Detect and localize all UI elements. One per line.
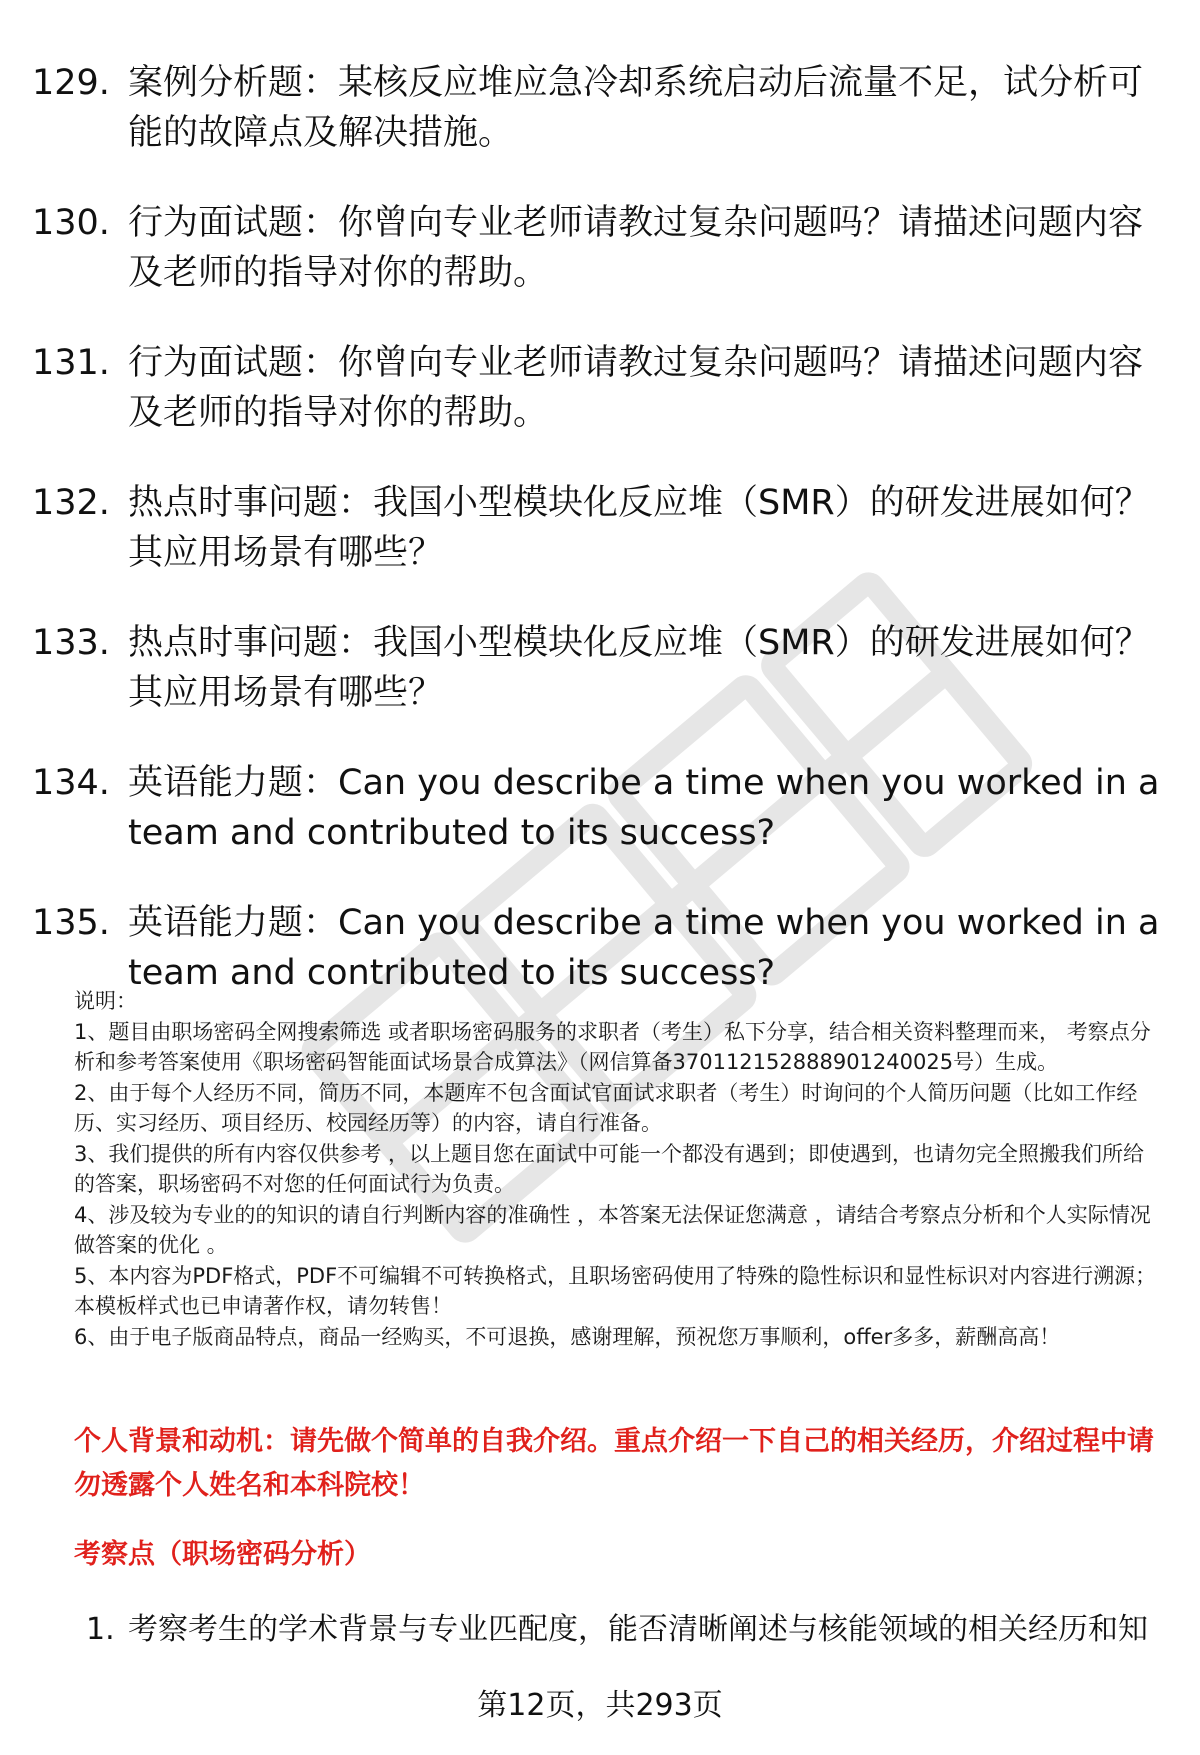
question-item — [32, 758, 1162, 858]
question-item — [32, 198, 1162, 298]
question-text: 行为面试题：你曾向专业老师请教过复杂问题吗？请描述问题内容及老师的指导对你的帮助。 — [128, 343, 1144, 433]
question-text: 英语能力题：Can you describe a time when you worked in a team and contributed to its success? — [128, 763, 1160, 853]
section-heading: 个人背景和动机：请先做个简单的自我介绍。重点介绍一下自己的相关经历，介绍过程中请勿透露个人姓名和本科院校！ — [74, 1426, 1154, 1501]
question-text: 行为面试题：你曾向专业老师请教过复杂问题吗？请描述问题内容及老师的指导对你的帮助。 — [128, 203, 1144, 293]
note-item: 6、由于电子版商品特点，商品一经购买，不可退换，感谢理解，预祝您万事顺利，offer多多，薪酬高高！ — [74, 1324, 1061, 1349]
note-item: 3、我们提供的所有内容仅供参考 ，以上题目您在面试中可能一个都没有遇到；即使遇到，也请勿完全照搬我们所给的答案，职场密码不对您的任何面试行为负责。 — [74, 1141, 1145, 1196]
note-item: 4、涉及较为专业的的知识的请自行判断内容的准确性 ，本答案无法保证您满意 ，请结合考察点分析和个人实际情况做答案的优化 。 — [74, 1202, 1151, 1257]
question-number: 131. — [32, 343, 110, 383]
question-item — [32, 478, 1162, 578]
point-text: 考察考生的学术背景与专业匹配度，能否清晰阐述与核能领域的相关经历和知 — [128, 1612, 1148, 1647]
notes-block — [74, 986, 1164, 1352]
question-number: 133. — [32, 623, 110, 663]
analysis-point — [86, 1608, 1166, 1652]
question-number: 129. — [32, 63, 110, 103]
question-item — [32, 618, 1162, 718]
question-number: 130. — [32, 203, 110, 243]
question-text: 热点时事问题：我国小型模块化反应堆（SMR）的研发进展如何？其应用场景有哪些？ — [128, 623, 1150, 713]
question-text: 案例分析题：某核反应堆应急冷却系统启动后流量不足，试分析可能的故障点及解决措施。 — [128, 63, 1144, 153]
question-number: 135. — [32, 903, 110, 943]
question-item — [32, 898, 1162, 998]
question-text: 英语能力题：Can you describe a time when you worked in a team and contributed to its success? — [128, 903, 1160, 993]
point-number: 1. — [86, 1612, 115, 1647]
page-footer: 第12页，共293页 — [477, 1688, 723, 1723]
question-item — [32, 338, 1162, 438]
question-number: 134. — [32, 763, 110, 803]
note-item: 5、本内容为PDF格式，PDF不可编辑不可转换格式，且职场密码使用了特殊的隐性标识和显性标识对内容进行溯源；本模板样式也已申请著作权，请勿转售！ — [74, 1263, 1157, 1318]
notes-heading: 说明： — [74, 989, 137, 1013]
note-item: 2、由于每个人经历不同，简历不同，本题库不包含面试官面试求职者（考生）时询问的个人简历问题（比如工作经历、实习经历、项目经历、校园经历等）的内容，请自行准备。 — [74, 1080, 1138, 1135]
question-text: 热点时事问题：我国小型模块化反应堆（SMR）的研发进展如何？其应用场景有哪些？ — [128, 483, 1150, 573]
note-item: 1、题目由职场密码全网搜索筛选 或者职场密码服务的求职者（考生）私下分享，结合相关资料整理而来， 考察点分析和参考答案使用《职场密码智能面试场景合成算法》（网信算备370112152888901240025号）生成。 — [74, 1019, 1151, 1074]
question-list — [32, 58, 1162, 1038]
section-subheading: 考察点（职场密码分析） — [74, 1539, 371, 1570]
question-item — [32, 58, 1162, 158]
question-number: 132. — [32, 483, 110, 523]
